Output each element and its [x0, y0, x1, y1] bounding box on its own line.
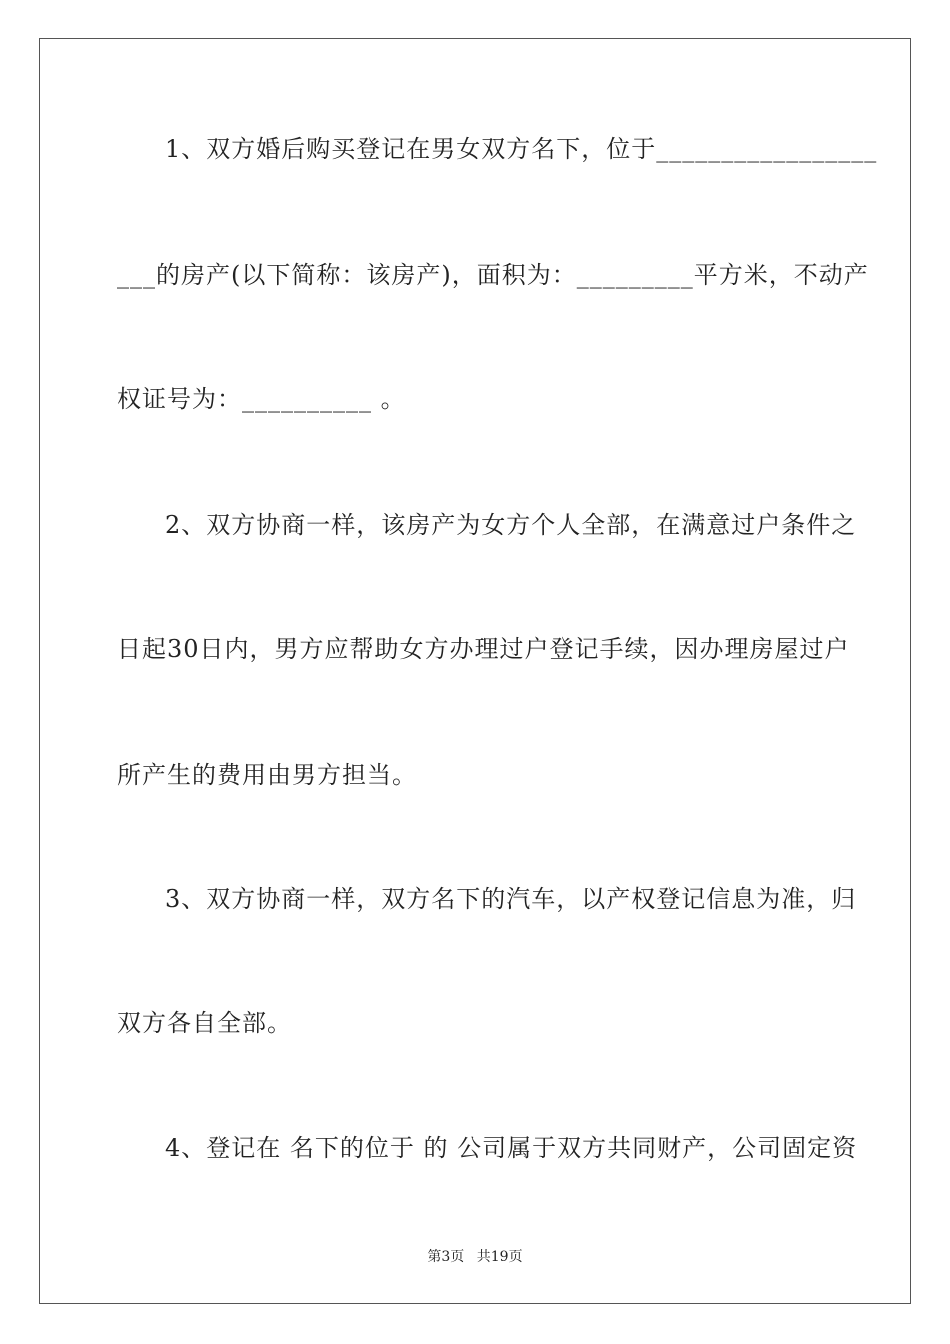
paragraph-1-line-1: 1、双方婚后购买登记在男女双方名下，位于_________________	[165, 135, 878, 163]
paragraph-2-line-3: 所产生的费用由男方担当。	[117, 761, 417, 789]
page-number: 第3页	[427, 1249, 465, 1265]
paragraph-1-line-3: 权证号为：__________ 。	[117, 385, 406, 413]
paragraph-4-line-1: 4、登记在 名下的位于 的 公司属于双方共同财产，公司固定资	[165, 1134, 858, 1162]
paragraph-1-line-2: ___的房产(以下简称：该房产)，面积为：_________平方米，不动产	[117, 261, 869, 289]
paragraph-3-line-1: 3、双方协商一样，双方名下的汽车，以产权登记信息为准，归	[165, 885, 857, 913]
page-total: 共19页	[476, 1249, 523, 1265]
paragraph-3-line-2: 双方各自全部。	[117, 1009, 292, 1037]
page-footer	[0, 1246, 950, 1266]
paragraph-2-line-1: 2、双方协商一样，该房产为女方个人全部，在满意过户条件之	[165, 511, 857, 539]
page-border	[39, 38, 911, 1304]
paragraph-2-line-2: 日起30日内，男方应帮助女方办理过户登记手续，因办理房屋过户	[117, 635, 850, 663]
